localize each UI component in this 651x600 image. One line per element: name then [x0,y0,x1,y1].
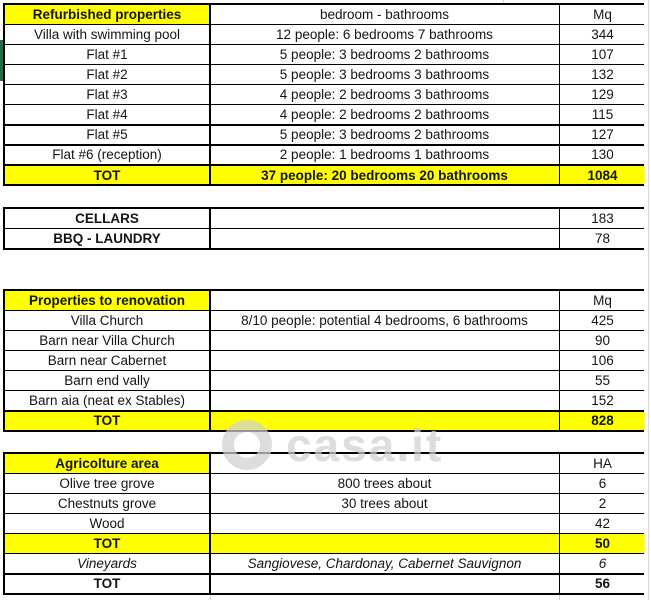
cell-label: Barn aia (neat ex Stables) [5,391,209,410]
cell-detail: 12 people: 6 bedrooms 7 bathrooms [211,25,559,44]
cell-label: TOT [5,575,209,594]
cell-value: 127 [560,126,645,145]
cell-detail: 8/10 people: potential 4 bedrooms, 6 bathrooms [211,311,559,330]
cell-label: Olive tree grove [5,474,209,493]
cell-detail: 5 people: 3 bedrooms 2 bathrooms [211,45,559,64]
cell-value: 90 [560,331,645,350]
cell-value: Mq [560,5,645,24]
cell-detail [211,351,559,370]
cell-detail: 30 trees about [211,494,559,513]
cell-label: Vineyards [5,554,209,573]
cell-value: 425 [560,311,645,330]
cell-label: Flat #6 (reception) [5,146,209,165]
cell-detail: 5 people: 3 bedrooms 3 bathrooms [211,65,559,84]
cell-label: Wood [5,514,209,533]
cell-detail [211,229,559,248]
cell-label: Refurbished properties [5,5,209,24]
cell-value: 130 [560,146,645,165]
table-properties-to-renovation [3,289,644,432]
cell-detail: 800 trees about [211,474,559,493]
cell-label: Agricolture area [5,454,209,473]
cell-detail: 2 people: 1 bedrooms 1 bathrooms [211,146,559,165]
cell-value: 2 [560,494,645,513]
cell-value: 50 [560,534,645,553]
cell-detail: bedroom - bathrooms [211,5,559,24]
cell-label: TOT [5,534,209,553]
cell-label: Chestnuts grove [5,494,209,513]
gridline [648,0,649,600]
cell-value: 106 [560,351,645,370]
cell-detail: 37 people: 20 bedrooms 20 bathrooms [211,166,559,185]
cell-detail [211,209,559,228]
cell-value: HA [560,454,645,473]
cell-label: TOT [5,166,209,185]
cell-detail [211,331,559,350]
cell-detail: 5 people: 3 bedrooms 2 bathrooms [211,126,559,145]
cell-detail [211,371,559,390]
table-refurbished-properties [3,3,644,186]
cell-detail [211,412,559,431]
cell-label: Flat #2 [5,65,209,84]
cell-detail [211,514,559,533]
table-agricolture-area [3,452,644,595]
gridline [210,595,211,600]
cell-detail [211,391,559,410]
gridline [559,595,560,600]
table-cellars-laundry [3,207,644,250]
cell-label: Barn near Cabernet [5,351,209,370]
cell-label: Villa with swimming pool [5,25,209,44]
cell-label: Flat #1 [5,45,209,64]
cell-detail [211,454,559,473]
cell-label: Properties to renovation [5,291,209,310]
cell-detail [211,291,559,310]
cell-detail [211,534,559,553]
cell-label: Flat #4 [5,105,209,124]
cell-value: Mq [560,291,645,310]
cell-value: 6 [560,474,645,493]
cell-value: 56 [560,575,645,594]
cell-label: CELLARS [5,209,209,228]
cell-value: 828 [560,412,645,431]
cell-label: BBQ - LAUNDRY [5,229,209,248]
cell-label: Villa Church [5,311,209,330]
cell-detail: 4 people: 2 bedrooms 2 bathrooms [211,105,559,124]
cell-detail: 4 people: 2 bedrooms 3 bathrooms [211,85,559,104]
cell-value: 107 [560,45,645,64]
cell-label: TOT [5,412,209,431]
cell-label: Flat #3 [5,85,209,104]
cell-value: 129 [560,85,645,104]
cell-value: 344 [560,25,645,44]
cell-value: 183 [560,209,645,228]
cell-value: 42 [560,514,645,533]
cell-value: 1084 [560,166,645,185]
cell-label: Barn near Villa Church [5,331,209,350]
watermark-text: casa.it [286,419,444,471]
cell-value: 152 [560,391,645,410]
cell-value: 115 [560,105,645,124]
cell-label: Flat #5 [5,126,209,145]
cell-detail [211,575,559,594]
cell-detail: Sangiovese, Chardonay, Cabernet Sauvignon [211,554,559,573]
cell-value: 132 [560,65,645,84]
cell-value: 6 [560,554,645,573]
cell-value: 78 [560,229,645,248]
cell-label: Barn end vally [5,371,209,390]
cell-value: 55 [560,371,645,390]
